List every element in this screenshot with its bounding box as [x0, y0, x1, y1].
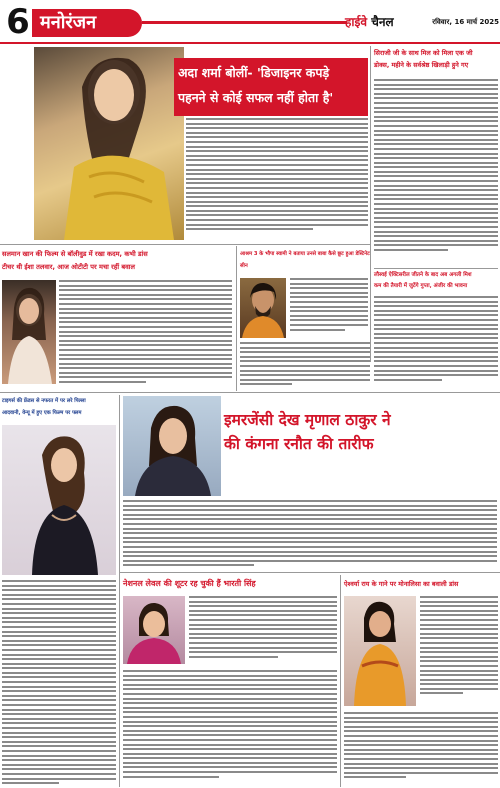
monalisa-body-text	[420, 596, 498, 708]
ada-headline	[178, 60, 368, 116]
ada-body-text	[186, 118, 368, 240]
photo-mrunal-thakur	[123, 396, 221, 496]
monalisa-headline: ऐश्वर्या राय के गाने पर मोनालिसा का बवाली डांस	[344, 580, 459, 588]
ada-headline-line2: पहनने से कोई सफल नहीं होता है'	[178, 90, 334, 105]
siraji-headline	[374, 47, 498, 75]
bharti-body-text	[189, 596, 337, 668]
ada-headline-line1: अदा शर्मा बोलीं- 'डिजाइनर कपड़े	[178, 65, 330, 80]
photo-isha-talwar	[2, 280, 56, 384]
masthead	[0, 0, 500, 43]
tiger-headline-line2: आदवानी, वेन्यू में हुए एक फिल्म पर फ्लम	[2, 410, 82, 416]
salman-body-text	[59, 280, 232, 388]
brand-logo	[345, 12, 413, 32]
woman-dance-photo-illustration	[344, 596, 416, 706]
salman-headline-line1: सलमान खान की फिल्म से बॉलीवुड में रखा कदम, कभी डांस	[2, 250, 148, 258]
photo-ada-sharma	[34, 47, 184, 240]
woman-photo-illustration-2	[123, 596, 185, 664]
monalisa-body-text-2	[344, 712, 498, 786]
mrunal-headline-line2: की कंगना रनौत की तारीफ	[224, 435, 374, 453]
lauswai-headline	[374, 270, 498, 294]
salman-headline	[2, 248, 234, 276]
siraji-body-text	[374, 79, 498, 264]
tiger-body-text	[2, 580, 116, 786]
lauswai-body-text	[374, 296, 498, 390]
woman-portrait-illustration	[34, 47, 184, 240]
mrunal-headline-line1: इमरजेंसी देख मृणाल ठाकुर ने	[224, 411, 391, 429]
siraji-headline-line1: सिराजी जी के साथ मिल को मिला एक जी	[374, 49, 473, 57]
ashram-body-text	[290, 278, 368, 338]
brand-suffix: चैनल	[371, 15, 394, 29]
photo-bhopa-swami	[240, 278, 286, 338]
man-photo-illustration	[240, 278, 286, 338]
issue-date: रविवार, 16 मार्च 2025	[432, 18, 499, 26]
photo-bharti-singh	[123, 596, 185, 664]
mrunal-body-text	[123, 500, 497, 570]
mrunal-headline	[224, 408, 498, 460]
page-number: 6	[6, 2, 30, 42]
siraji-headline-line2: डोक्स, महीने के सर्वश्रेष्ठ खिलाड़ी हुने गए	[374, 61, 469, 69]
brand-name: हाईवे	[345, 15, 368, 29]
section-title: मनोरंजन	[40, 12, 97, 33]
lauswai-headline-line1: लौस्वई ऐक्टिसरील जीतने के बाद अब अगली मिश	[374, 272, 472, 278]
bharti-body-text-2	[123, 670, 337, 786]
tiger-headline	[2, 395, 118, 423]
salman-headline-line2: टीचर थी ईशा तलवार, आज ओटीटी पर मचा रहीं बवाल	[2, 263, 135, 271]
woman-portrait-illustration-2	[123, 396, 221, 496]
lauswai-headline-line2: कम की तैयारी में जुटेंगे गुप्ता, अंजीर की भावना	[374, 283, 468, 289]
woman-photo-illustration	[2, 280, 56, 384]
photo-monalisa	[344, 596, 416, 706]
ashram-body-text-2	[240, 342, 370, 392]
tiger-headline-line1: टाइगर्स की फ्रेंडस से नफरत में पर लरे पिल्ला	[2, 398, 86, 404]
photo-kiara-advani	[2, 425, 116, 575]
ashram-headline: आश्रम 3 के भौपा स्वामी ने बताया उनसे बाबा कैसे छूट हुआ डेस्टिनेट सीन	[240, 251, 370, 269]
bharti-headline: नेशनल लेवल की शूटर रह चुकी हैं भारती सिंह	[123, 579, 256, 588]
woman-glamour-photo-illustration	[2, 425, 116, 575]
